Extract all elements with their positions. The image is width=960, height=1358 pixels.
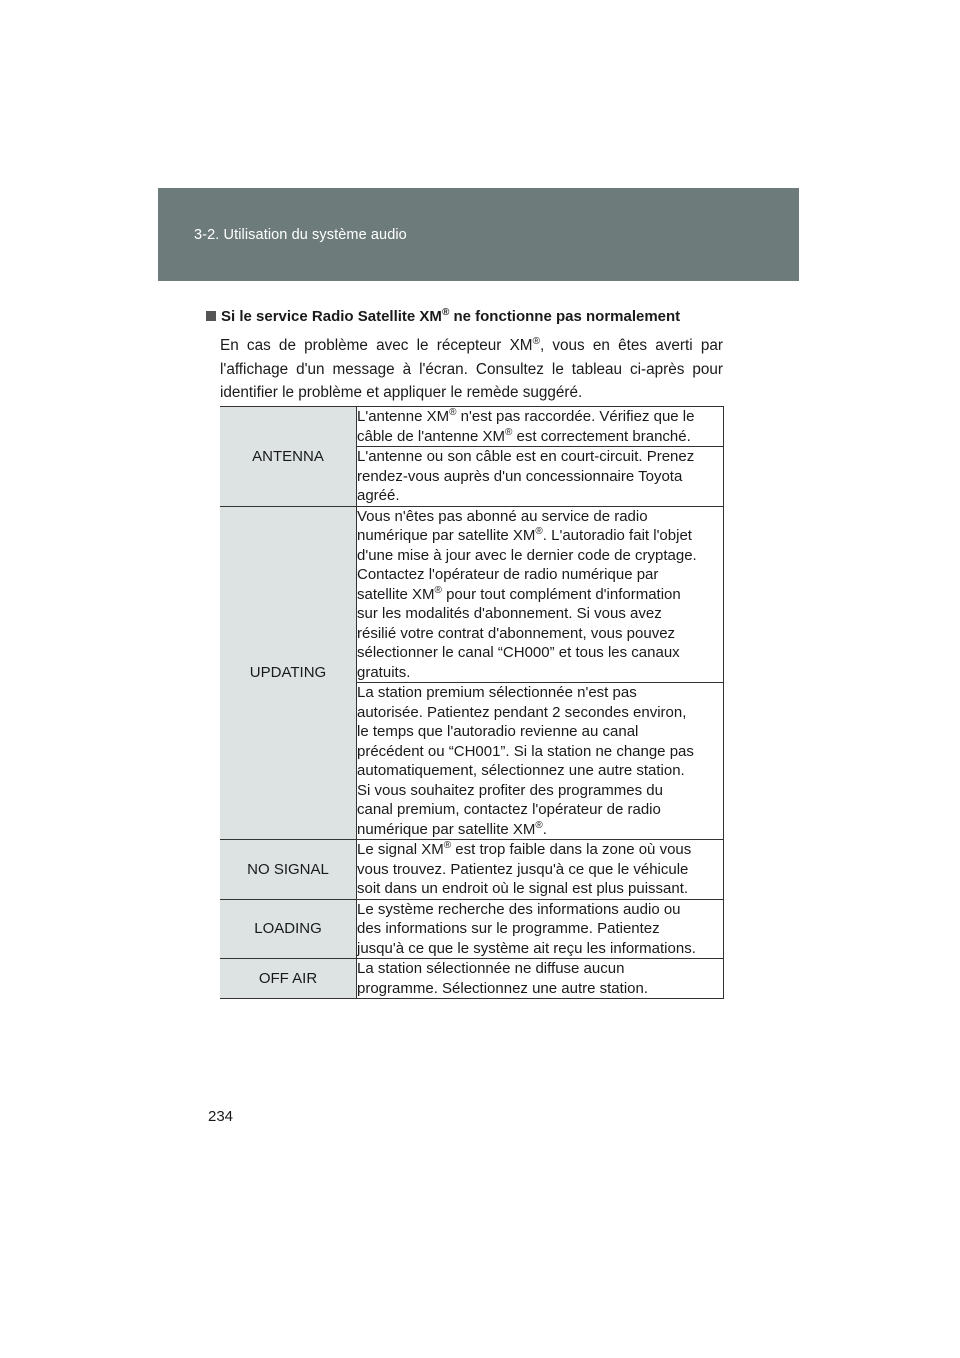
description-line: sélectionner le canal “CH000” et tous les canaux — [357, 644, 680, 661]
message-code: ANTENNA — [220, 407, 357, 507]
message-code: OFF AIR — [220, 959, 357, 999]
description-line: rendez-vous auprès d'un concessionnaire Toyota — [357, 467, 683, 485]
intro-paragraph — [220, 334, 723, 405]
square-bullet-icon — [206, 311, 216, 321]
registered-mark: ® — [449, 407, 457, 418]
description-line: programme. Sélectionnez une autre station. — [357, 979, 648, 997]
message-description — [357, 840, 724, 900]
description-line: Le système recherche des informations audio ou — [357, 900, 681, 918]
message-description — [357, 899, 724, 959]
description-line: le temps que l'autoradio revienne au canal — [357, 723, 639, 740]
heading-text-start: Si le service Radio Satellite XM — [221, 308, 442, 325]
intro-line: En cas de problème avec le récepteur XM®, vous en êtes averti par — [220, 336, 723, 354]
registered-mark: ® — [434, 584, 442, 596]
message-code: NO SIGNAL — [220, 840, 357, 900]
message-description — [357, 447, 724, 507]
description-line: satellite XM® pour tout complément d'information — [357, 584, 681, 603]
table-row — [220, 959, 724, 999]
registered-mark: ® — [441, 307, 450, 318]
message-code: UPDATING — [220, 506, 357, 840]
message-description — [357, 407, 724, 447]
registered-mark: ® — [535, 526, 543, 537]
description-line: sur les modalités d'abonnement. Si vous avez — [357, 605, 662, 622]
description-line: La station sélectionnée ne diffuse aucun — [357, 960, 625, 977]
message-code: LOADING — [220, 899, 357, 959]
description-line: jusqu'à ce que le système ait reçu les informations. — [357, 939, 696, 957]
description-line: canal premium, contactez l'opérateur de radio — [357, 801, 661, 818]
section-heading — [206, 306, 766, 328]
table-row — [220, 840, 724, 900]
table-row — [220, 407, 724, 447]
description-line: numérique par satellite XM®. L'autoradio fait l'objet — [357, 526, 692, 544]
heading-text-end: ne fonctionne pas normalement — [449, 308, 681, 325]
description-line: Contactez l'opérateur de radio numérique par — [357, 566, 659, 583]
description-line: L'antenne XM® n'est pas raccordée. Vérifiez que le — [357, 407, 695, 425]
message-description — [357, 506, 724, 683]
description-line: agréé. — [357, 487, 400, 504]
intro-line: l'affichage d'un message à l'écran. Consultez le tableau ci-après pour — [220, 360, 723, 378]
message-description — [357, 683, 724, 840]
description-line: La station premium sélectionnée n'est pas — [357, 684, 637, 701]
description-line: automatiquement, sélectionnez une autre station. — [357, 762, 685, 779]
table-row — [220, 899, 724, 959]
intro-line: identifier le problème et appliquer le remède suggéré. — [220, 384, 583, 401]
registered-mark: ® — [443, 840, 452, 851]
registered-mark: ® — [535, 819, 543, 831]
chapter-section-title: 3-2. Utilisation du système audio — [194, 227, 407, 243]
description-line: soit dans un endroit où le signal est plus puissant. — [357, 880, 689, 897]
table-row — [220, 506, 724, 683]
chapter-header-band — [158, 188, 799, 281]
description-line: L'antenne ou son câble est en court-circuit. Prenez — [357, 448, 695, 465]
description-line: autorisée. Patientez pendant 2 secondes environ, — [357, 703, 687, 721]
description-line: Si vous souhaitez profiter des programmes du — [357, 781, 663, 799]
page-number: 234 — [208, 1108, 234, 1125]
description-line: câble de l'antenne XM® est correctement branché. — [357, 426, 691, 445]
description-line: Vous n'êtes pas abonné au service de radio — [357, 507, 648, 525]
description-line: précédent ou “CH001”. Si la station ne change pas — [357, 742, 694, 760]
description-line: résilié votre contrat d'abonnement, vous pouvez — [357, 624, 676, 642]
registered-mark: ® — [504, 426, 513, 438]
registered-mark: ® — [532, 336, 540, 347]
description-line: Le signal XM® est trop faible dans la zone où vous — [357, 840, 692, 858]
description-line: vous trouvez. Patientez jusqu'à ce que le véhicule — [357, 860, 689, 878]
description-line: des informations sur le programme. Patientez — [357, 920, 660, 937]
description-line: numérique par satellite XM®. — [357, 819, 547, 838]
description-line: gratuits. — [357, 663, 411, 681]
description-line: d'une mise à jour avec le dernier code de cryptage. — [357, 546, 697, 564]
message-description — [357, 959, 724, 999]
message-table — [220, 406, 724, 999]
